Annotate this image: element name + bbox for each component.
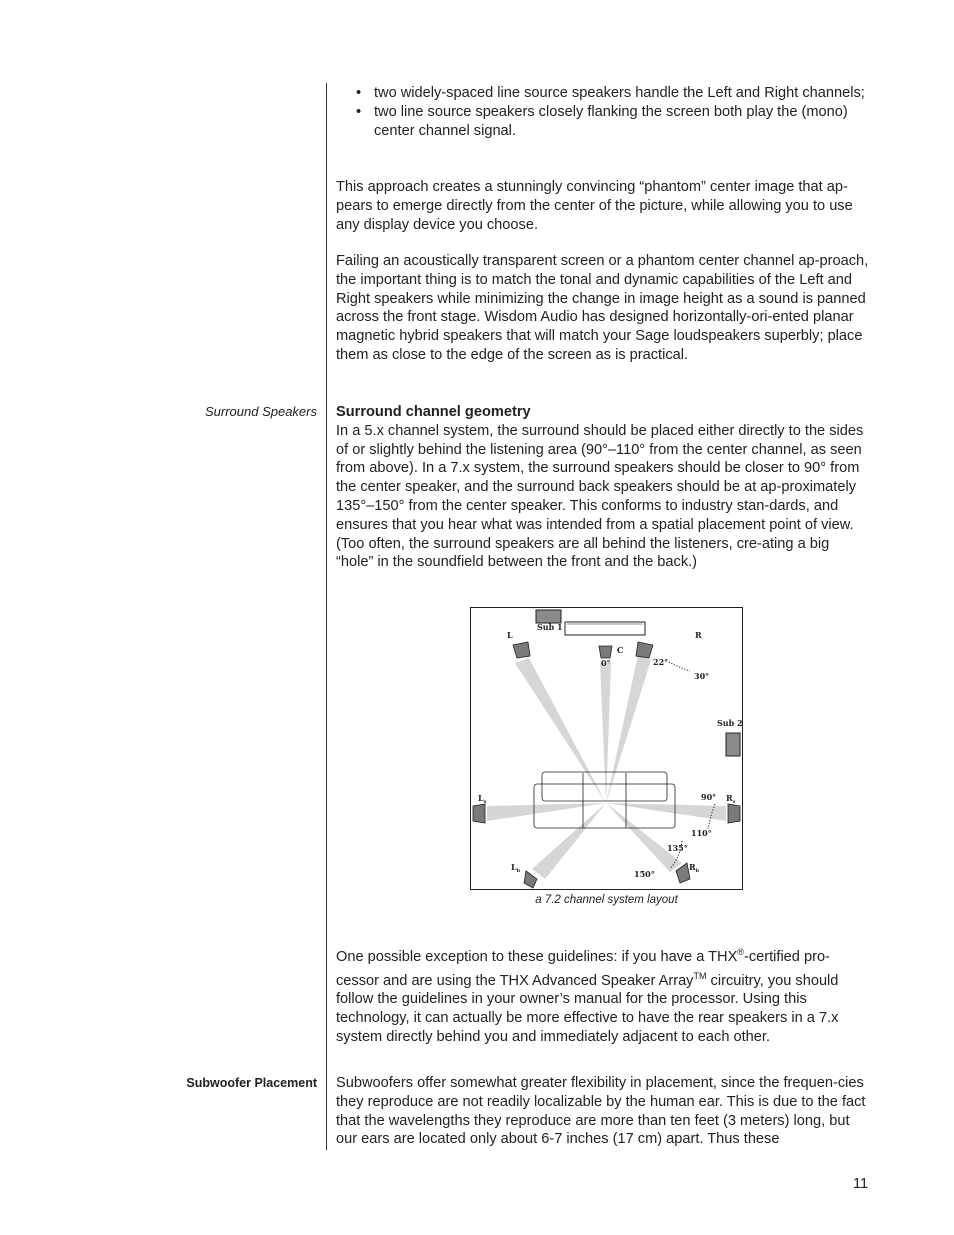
label-L: L bbox=[507, 630, 513, 640]
paragraph-text: One possible exception to these guidelines: if you have a THX®-certified pro-cessor and are using the THX Advanced Speaker Array™ circuitry, you should follow the guidelines in your owner’s manual for the processor. Using this technology, it can actually be more effective to have the rear speakers in a 7.x system directly behind you and immediately adjacent to each other. bbox=[336, 947, 839, 1045]
margin-rule bbox=[326, 83, 327, 1150]
sub2-box bbox=[726, 733, 740, 756]
section-heading: Surround channel geometry bbox=[336, 404, 531, 420]
label-R: R bbox=[695, 630, 702, 640]
label-angle-90: 90° bbox=[701, 792, 717, 802]
side-label-surround-speakers: Surround Speakers bbox=[204, 404, 317, 419]
side-label-subwoofer-placement: Subwoofer Placement bbox=[186, 1076, 317, 1090]
label-C: C bbox=[617, 645, 624, 655]
label-Rb: $R_b$ bbox=[689, 862, 700, 874]
label-angle-110: 110° bbox=[691, 828, 712, 838]
bullet-item: • two widely-spaced line source speakers handle the Left and Right channels; bbox=[336, 84, 870, 103]
diagram-caption: a 7.2 channel system layout bbox=[535, 894, 678, 906]
label-Ls: $L_s$ bbox=[478, 793, 487, 805]
label-Lb: $L_b$ bbox=[511, 862, 521, 874]
paragraph-subwoofer bbox=[336, 1074, 870, 1149]
paragraph-text: In a 5.x channel system, the surround should be placed either directly to the sides of or slightly behind the listening area (90°–110° from the center channel, as seen from above). In a 7.x system, the surround speakers should be closer to 90° from the center speaker, and the surround back speakers should be at ap-proximately 135°–150° from the center speaker. This conforms to industry stan-dards, and ensures that you hear what was intended from a spatial placement point of view. (Too often, the surround speakers are all behind the listeners, cre-ating a big “hole” in the soundfield between the front and the back.) bbox=[336, 422, 864, 571]
surround-section bbox=[336, 403, 870, 572]
label-Rs: $R_s$ bbox=[726, 793, 736, 805]
speaker-center bbox=[599, 646, 612, 658]
paragraph-thx bbox=[336, 943, 870, 1047]
page-number: 11 bbox=[853, 1176, 869, 1192]
label-angle-135: 135° bbox=[667, 843, 688, 853]
paragraph-text: This approach creates a stunningly convincing “phantom” center image that ap-pears to emerge directly from the center of the picture, while allowing you to use any display device you choose. bbox=[336, 179, 853, 233]
paragraph-phantom-center bbox=[336, 178, 870, 234]
paragraph-text: Failing an acoustically transparent screen or a phantom center channel ap-proach, the important thing is to match the tonal and dynamic capabilities of the Left and Right speakers while minimizing the change in image height as a sound is panned across the front stage. Wisdom Audio has designed horizontally-ori-ented planar magnetic hybrid speakers that will match your Sage loudspeakers superbly; place them as close to the edge of the screen as is practical. bbox=[336, 253, 869, 363]
label-angle-0: 0° bbox=[601, 658, 611, 668]
label-sub2: Sub 2 bbox=[717, 718, 743, 728]
label-angle-150: 150° bbox=[634, 869, 655, 879]
speaker-left-surround bbox=[473, 804, 485, 823]
paragraph-front-stage bbox=[336, 252, 870, 365]
label-sub1: Sub 1 bbox=[537, 622, 563, 632]
speaker-right-surround bbox=[728, 804, 740, 823]
bullet-item: • two line source speakers closely flanking the screen both play the (mono) center channel signal. bbox=[336, 103, 870, 141]
label-angle-30: 30° bbox=[694, 671, 710, 681]
paragraph-text: Subwoofers offer somewhat greater flexibility in placement, since the frequen-cies they reproduce are not readily localizable by the human ear. This is due to the fact that the wavelengths they reproduce are more than ten feet (3 meters) long, but our ears are located only about 6-7 inches (17 cm) apart. Thus these bbox=[336, 1075, 866, 1148]
label-angle-22: 22° bbox=[653, 657, 669, 667]
bullet-list bbox=[336, 84, 870, 140]
speaker-layout-diagram bbox=[470, 607, 743, 890]
